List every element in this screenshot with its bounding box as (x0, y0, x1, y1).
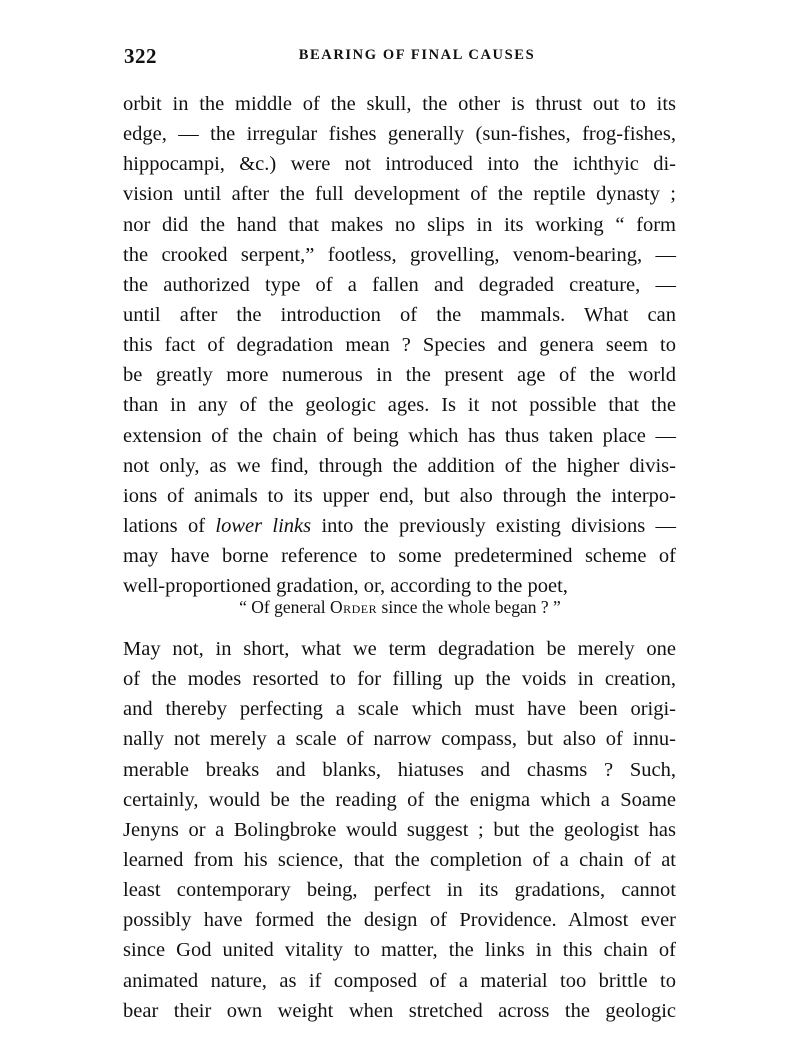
text-line: this fact of degradation mean ? Species and genera seem to (123, 334, 676, 357)
quote-smallcaps-word: Order (330, 597, 378, 617)
paragraph-2 (123, 634, 676, 1026)
text-line: extension of the chain of being which has thus taken place — (123, 424, 676, 447)
text-line: nally not merely a scale of narrow compass, but also of innu- (123, 728, 676, 751)
text-line: of the modes resorted to for filling up the voids in creation, (123, 668, 676, 691)
text-line: animated nature, as if composed of a material too brittle to (123, 969, 676, 992)
text-line: be greatly more numerous in the present age of the world (123, 364, 676, 387)
text-line: than in any of the geologic ages. Is it not possible that the (123, 394, 676, 417)
text-line: not only, as we find, through the addition of the higher divis- (123, 454, 676, 477)
text-line: and thereby perfecting a scale which must have been origi- (123, 698, 676, 721)
text-line: may have borne reference to some predetermined scheme of (123, 545, 676, 568)
text-line: possibly have formed the design of Providence. Almost ever (123, 909, 676, 932)
page-number: 322 (124, 44, 157, 68)
text-line: nor did the hand that makes no slips in its working “ form (123, 213, 676, 236)
text-line: least contemporary being, perfect in its gradations, cannot (123, 879, 676, 902)
line-text-after: into the previously existing divisions — (311, 514, 677, 537)
running-head (124, 44, 680, 70)
poetic-quotation (0, 594, 800, 620)
text-line: since God united vitality to matter, the links in this chain of (123, 939, 676, 962)
text-line: ions of animals to its upper end, but also through the interpo- (123, 484, 676, 507)
text-line: edge, — the irregular fishes generally (sun-fishes, frog-fishes, (123, 123, 676, 146)
text-line: merable breaks and blanks, hiatuses and chasms ? Such, (123, 758, 676, 781)
text-line: until after the introduction of the mammals. What can (123, 303, 676, 326)
text-line: Jenyns or a Bolingbroke would suggest ; but the geologist has (123, 818, 676, 841)
text-line-with-italic (123, 511, 676, 541)
text-line: bear their own weight when stretched across the geologic (123, 999, 676, 1022)
line-text-before: lations of (123, 514, 216, 537)
text-line: the crooked serpent,” footless, grovelling, venom-bearing, — (123, 243, 676, 266)
text-line: learned from his science, that the completion of a chain of at (123, 848, 676, 871)
text-line: May not, in short, what we term degradation be merely one (123, 638, 676, 660)
text-line: the authorized type of a fallen and degraded creature, — (123, 273, 676, 296)
italic-phrase: lower links (215, 514, 312, 537)
quote-text-after: since the whole began ? ” (377, 597, 561, 617)
paragraph-1 (123, 89, 676, 601)
text-line: certainly, would be the reading of the enigma which a Soame (123, 788, 676, 811)
text-line: vision until after the full development of the reptile dynasty ; (123, 183, 676, 206)
running-title: BEARING OF FINAL CAUSES (298, 47, 536, 63)
text-line: well-proportioned gradation, or, according to the poet, (123, 575, 568, 598)
quote-text-before: “ Of general (239, 597, 330, 617)
text-line: hippocampi, &c.) were not introduced into the ichthyic di- (123, 153, 676, 176)
text-line: orbit in the middle of the skull, the other is thrust out to its (123, 93, 676, 115)
